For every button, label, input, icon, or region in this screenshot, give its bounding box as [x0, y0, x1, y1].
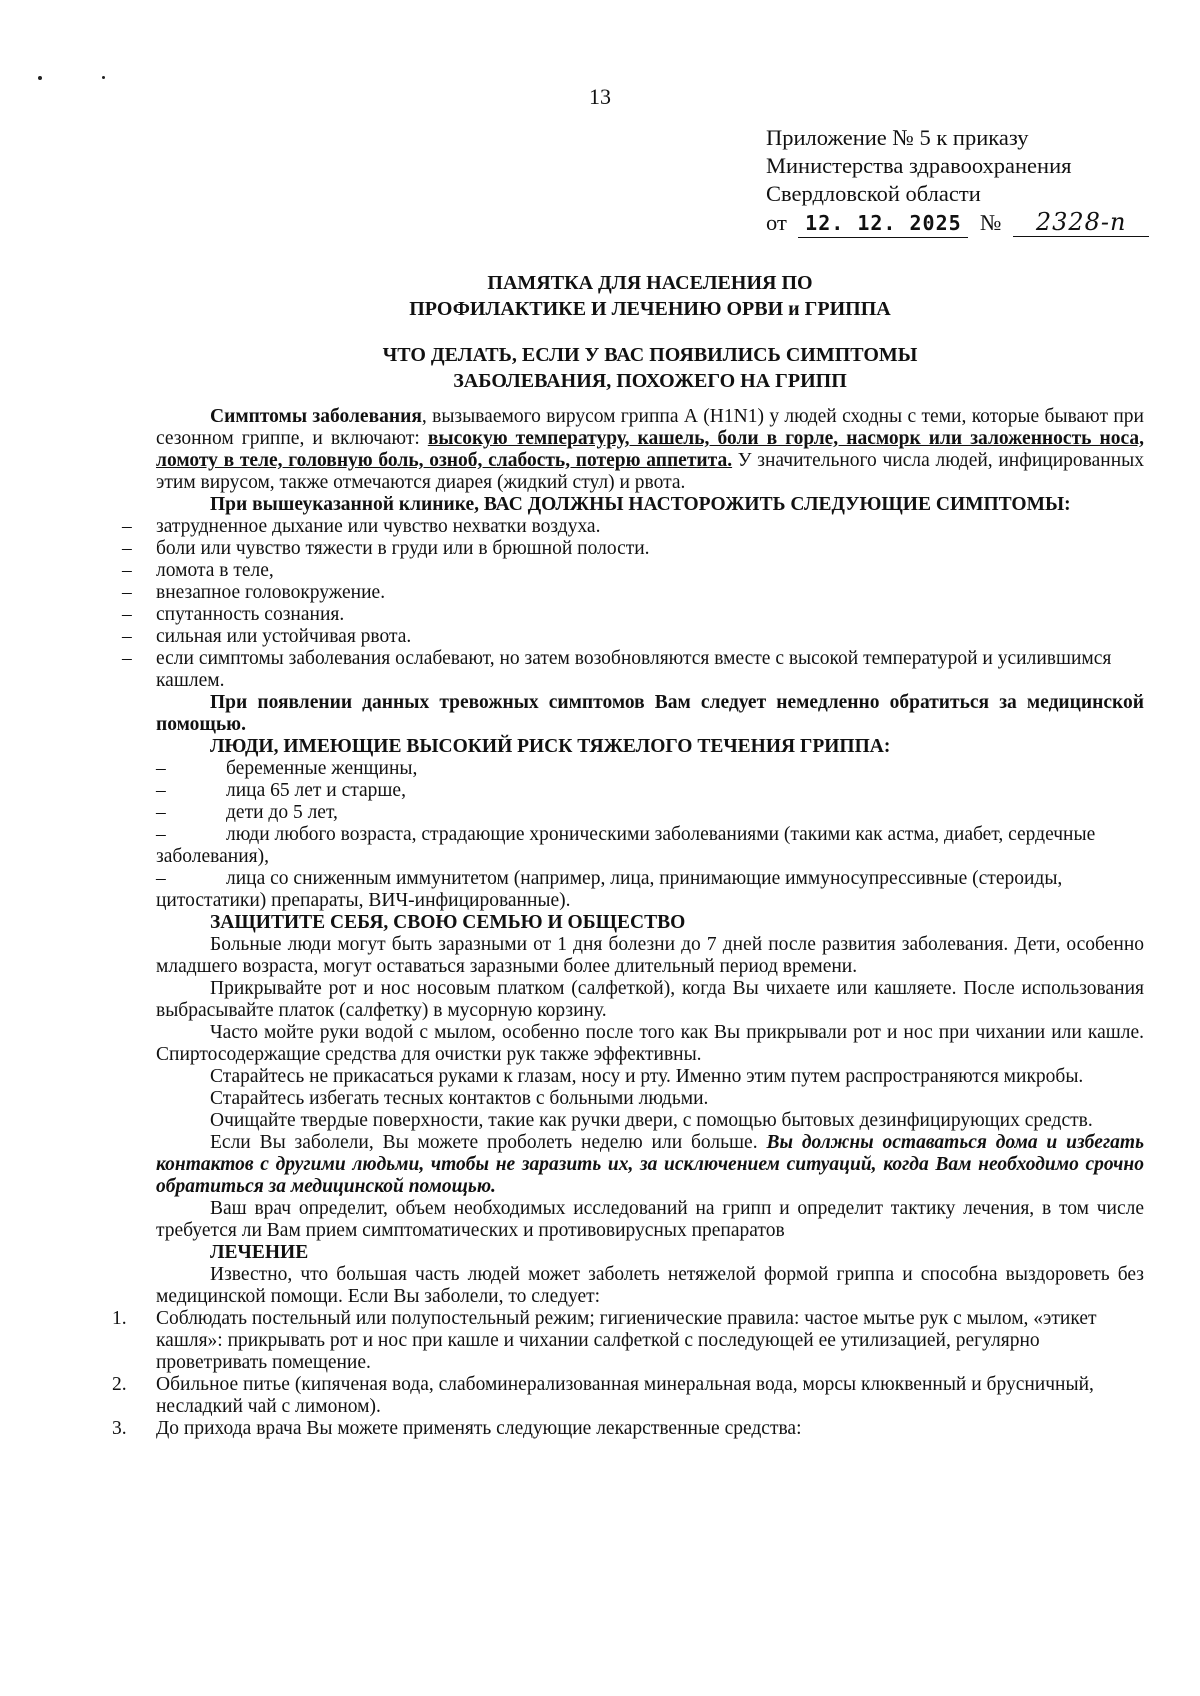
item-number: 2. — [112, 1374, 127, 1395]
order-date: 12. 12. 2025 — [798, 209, 968, 238]
intro-text-1: , вызываемого вирусом гриппа А (H1N1) у людей сходны с теми, которые бывают при сезонном гриппе, и включают: — [156, 406, 1144, 449]
dash-marker: – — [122, 538, 132, 559]
intro-symptoms-list: высокую температуру, кашель, боли в горле, насморк или заложенность носа, ломоту в теле, головную боль, озноб, слабость, потерю аппетита. — [156, 428, 1144, 471]
list-item: 3. До прихода врача Вы можете применять следующие лекарственные средства: — [112, 1418, 802, 1439]
risk-groups-list — [156, 758, 1144, 912]
alert-heading: При вышеуказанной клинике, ВАС ДОЛЖНЫ НАСТОРОЖИТЬ СЛЕДУЮЩИЕ СИМПТОМЫ: — [210, 494, 1071, 515]
list-item: – затрудненное дыхание или чувство нехватки воздуха. — [122, 516, 601, 537]
treatment-list — [112, 1308, 1144, 1440]
intro-paragraph — [156, 406, 1144, 494]
treatment-intro: Известно, что большая часть людей может заболеть нетяжелой формой гриппа и способна выздороветь без медицинской помощи. Если Вы заболели, то следует: — [156, 1264, 1144, 1307]
list-item: – беременные женщины, — [156, 758, 418, 779]
sick-paragraph — [156, 1132, 1144, 1198]
page-number: 13 — [589, 84, 611, 109]
list-item: – сильная или устойчивая рвота. — [122, 626, 412, 647]
memo-title-line-1: ПАМЯТКА ДЛЯ НАСЕЛЕНИЯ ПО — [487, 272, 813, 294]
dash-marker: – — [122, 626, 132, 647]
list-item: 2. Обильное питье (кипяченая вода, слабоминерализованная минеральная вода, морсы клюквенный и брусничный, несладкий чай с лимоном). — [112, 1374, 1094, 1417]
number-label: № — [980, 210, 1002, 235]
list-item: – лица 65 лет и старше, — [156, 780, 406, 801]
list-item: – ломота в теле, — [122, 560, 274, 581]
protect-paragraph: Прикрывайте рот и нос носовым платком (салфеткой), когда Вы чихаете или кашляете. После использования выбрасывайте платок (салфетку) в мусорную корзину. — [156, 978, 1144, 1021]
dash-marker: – — [122, 516, 132, 537]
protect-paragraph: Старайтесь избегать тесных контактов с больными людьми. — [210, 1088, 709, 1109]
list-item: 1. Соблюдать постельный или полупостельный режим; гигиенические правила: частое мытье рук с мылом, «этикет кашля»: прикрывать рот и нос при кашле и чихании салфеткой с последующей ее утилизацией, регулярно проветривать помещение. — [112, 1308, 1097, 1373]
intro-lead: Симптомы заболевания — [210, 406, 422, 427]
dash-marker: – — [156, 802, 166, 823]
list-item: – спутанность сознания. — [122, 604, 345, 625]
treatment-heading: ЛЕЧЕНИЕ — [210, 1242, 309, 1263]
order-number: 2328-п — [1013, 208, 1149, 237]
list-item: – люди любого возраста, страдающие хроническими заболеваниями (такими как астма, диабет, сердечные заболевания), — [156, 824, 1096, 867]
alert-note: При появлении данных тревожных симптомов Вам следует немедленно обратиться за медицинской помощью. — [156, 692, 1144, 735]
protect-paragraph: Часто мойте руки водой с мылом, особенно после того как Вы прикрывали рот и нос при чихании или кашле. Спиртосодержащие средства для очистки рук также эффективны. — [156, 1022, 1144, 1065]
list-item: – дети до 5 лет, — [156, 802, 338, 823]
intro-text-2: У значительного числа людей, инфицированных этим вирусом, также отмечаются диарея (жидкий стул) и рвота. — [156, 450, 1144, 493]
dash-marker: – — [122, 648, 132, 669]
section-title-line-1: ЧТО ДЕЛАТЬ, ЕСЛИ У ВАС ПОЯВИЛИСЬ СИМПТОМЫ — [382, 344, 918, 366]
dash-marker: – — [156, 868, 166, 889]
alert-symptoms-list — [122, 516, 1144, 692]
appendix-header — [766, 124, 1149, 238]
doctor-paragraph: Ваш врач определит, объем необходимых исследований на грипп и определит тактику лечения, в том числе требуется ли Вам прием симптоматических и противовирусных препаратов — [156, 1198, 1144, 1241]
from-label: от — [766, 210, 787, 235]
list-item: – внезапное головокружение. — [122, 582, 386, 603]
dash-marker: – — [156, 758, 166, 779]
document-body — [112, 270, 1144, 1440]
protect-paragraph: Старайтесь не прикасаться руками к глазам, носу и рту. Именно этим путем распространяются микробы. — [210, 1066, 1084, 1087]
protect-heading: ЗАЩИТИТЕ СЕБЯ, СВОЮ СЕМЬЮ И ОБЩЕСТВО — [210, 912, 686, 933]
dash-marker: – — [122, 582, 132, 603]
appendix-line-2: Министерства здравоохранения — [766, 153, 1072, 178]
memo-title — [156, 270, 1144, 322]
protect-paragraph: Больные люди могут быть заразными от 1 дня болезни до 7 дней после развития заболевания. Дети, особенно младшего возраста, могут оставаться заразными более длительный период времени. — [156, 934, 1144, 977]
risk-heading: ЛЮДИ, ИМЕЮЩИЕ ВЫСОКИЙ РИСК ТЯЖЕЛОГО ТЕЧЕНИЯ ГРИППА: — [210, 736, 891, 757]
sick-text: Если Вы заболели, Вы можете проболеть неделю или больше. — [210, 1132, 767, 1153]
dash-marker: – — [122, 604, 132, 625]
stay-home-warning: Вы должны оставаться дома и избегать контактов с другими людьми, чтобы не заразить их, за исключением ситуаций, когда Вам необходимо срочно обратиться за медицинской помощью. — [156, 1132, 1144, 1197]
list-item: – боли или чувство тяжести в груди или в брюшной полости. — [122, 538, 650, 559]
appendix-line-3: Свердловской области — [766, 181, 981, 206]
item-number: 3. — [112, 1418, 127, 1439]
memo-title-line-2: ПРОФИЛАКТИКЕ И ЛЕЧЕНИЮ ОРВИ и ГРИППА — [409, 298, 891, 320]
list-item: – если симптомы заболевания ослабевают, но затем возобновляются вместе с высокой температурой и усилившимся кашлем. — [122, 648, 1112, 691]
dash-marker: – — [122, 560, 132, 581]
dash-marker: – — [156, 780, 166, 801]
section-title-line-2: ЗАБОЛЕВАНИЯ, ПОХОЖЕГО НА ГРИПП — [453, 370, 847, 392]
protect-paragraph: Очищайте твердые поверхности, такие как ручки двери, с помощью бытовых дезинфицирующих средств. — [210, 1110, 1093, 1131]
section-title — [156, 342, 1144, 394]
appendix-line-1: Приложение № 5 к приказу — [766, 125, 1029, 150]
dash-marker: – — [156, 824, 166, 845]
item-number: 1. — [112, 1308, 127, 1329]
list-item: – лица со сниженным иммунитетом (например, лица, принимающие иммуносупрессивные (стероиды, цитостатики) препараты, ВИЧ-инфицированные). — [156, 868, 1063, 911]
order-reference — [766, 208, 1149, 238]
